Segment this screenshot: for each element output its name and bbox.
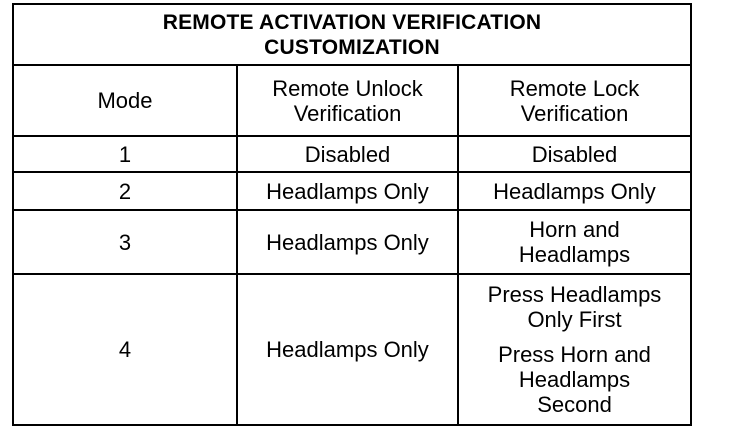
lock-step-b-line-3: Second (537, 392, 612, 417)
unlock-cell: Headlamps Only (237, 274, 458, 425)
lock-step-a-line-1: Press Headlamps (487, 282, 662, 307)
table-row (13, 210, 691, 274)
header-lock-line-1: Remote Lock (509, 75, 640, 101)
table-row (13, 136, 691, 172)
lock-cell-line-2: Headlamps (518, 242, 631, 267)
header-remote-unlock-verification (237, 65, 458, 136)
lock-cell-line-1: Horn and (529, 217, 620, 242)
header-remote-lock-verification (458, 65, 691, 136)
header-mode: Mode (13, 65, 237, 136)
table-title (13, 4, 691, 65)
lock-step-b-line-2: Headlamps (518, 367, 631, 392)
table-title-line-2: CUSTOMIZATION (264, 35, 440, 59)
unlock-cell: Disabled (237, 136, 458, 172)
unlock-cell: Headlamps Only (237, 172, 458, 210)
unlock-cell: Headlamps Only (237, 210, 458, 274)
header-unlock-line-2: Verification (293, 100, 402, 126)
lock-step-b-line-1: Press Horn and (498, 342, 651, 367)
remote-activation-verification-table (12, 3, 692, 426)
mode-cell: 2 (13, 172, 237, 210)
lock-cell (458, 210, 691, 274)
lock-cell: Disabled (458, 136, 691, 172)
header-row (13, 65, 691, 136)
mode-cell: 1 (13, 136, 237, 172)
header-lock-line-2: Verification (520, 100, 629, 126)
lock-cell (458, 274, 691, 425)
table-title-line-1: REMOTE ACTIVATION VERIFICATION (162, 10, 542, 34)
table-row (13, 172, 691, 210)
lock-cell: Headlamps Only (458, 172, 691, 210)
table-title-row (13, 4, 691, 65)
step-spacer (463, 332, 686, 342)
header-unlock-line-1: Remote Unlock (272, 75, 423, 101)
lock-step-a-line-2: Only First (527, 307, 622, 332)
mode-cell: 3 (13, 210, 237, 274)
table-row (13, 274, 691, 425)
mode-cell: 4 (13, 274, 237, 425)
